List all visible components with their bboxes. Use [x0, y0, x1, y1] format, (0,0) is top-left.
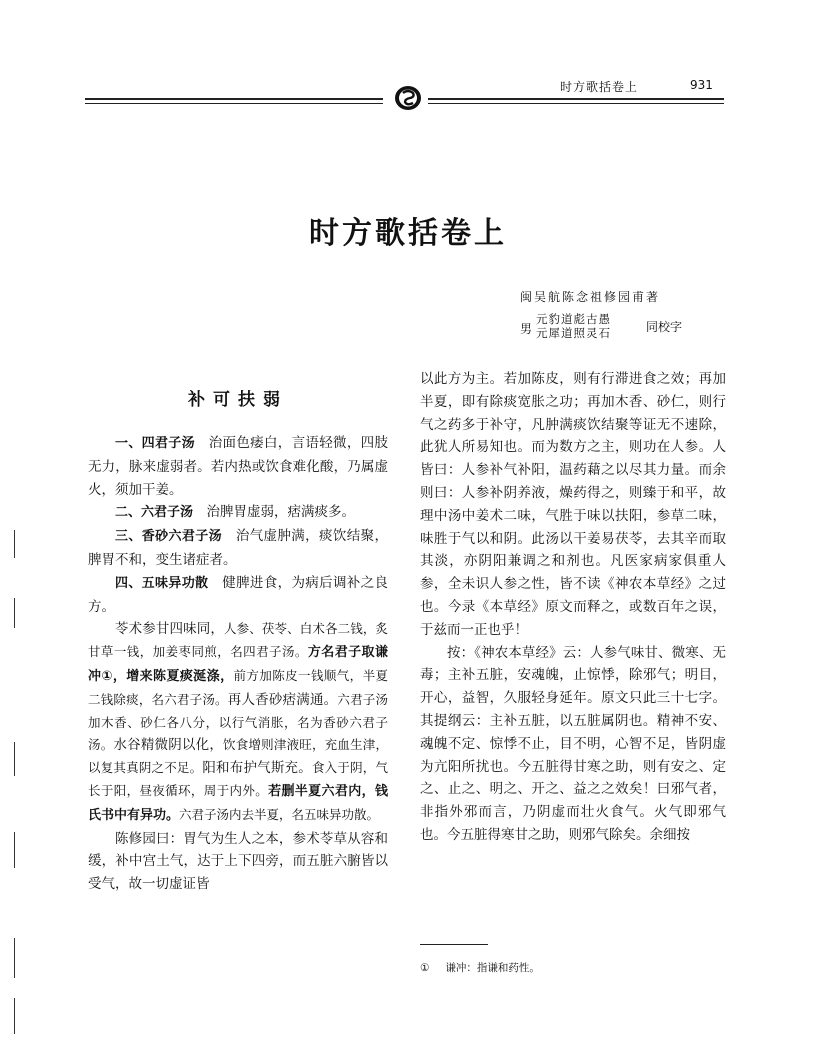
binding-mark [14, 598, 15, 628]
verse-note: 饮食增则津液旺，充血生津，以复其真阴之不足。 [88, 737, 388, 776]
paragraph-text: 治脾胃虚弱，痞满痰多。 [193, 504, 356, 521]
binding-mark [14, 938, 15, 978]
author-line: 闽吴航陈念祖修园甫著 [520, 290, 661, 304]
verse-text: 苓术参甘四味同， [115, 621, 224, 638]
formula-name: 一、四君子汤 [115, 436, 195, 451]
verse-note: 食入于阴，气长于阳，昼夜循环，周于内外。 [88, 760, 388, 798]
verse-note: 六君子汤加木香、砂仁各八分，以行气消胀，名为香砂六君子汤。 [88, 691, 388, 753]
header-rule-right-thin [428, 103, 724, 104]
publisher-logo-icon [393, 84, 423, 112]
footnote [420, 960, 540, 975]
footnote-text: 谦冲：指谦和药性。 [445, 962, 540, 974]
son-label: 男 [520, 322, 533, 336]
left-column [88, 432, 388, 896]
verse-paragraph [88, 618, 388, 827]
formula-name: 二、六君子汤 [115, 505, 194, 521]
paragraph: 按：《神农本草经》云：人参气味甘、微寒、无毒；主补五脏，安魂魄，止惊悸，除邪气；明目，开心，益智，久服轻身延年。原文只此三十七字。其提纲云：主补五脏，以五脏属阴也。精神不安、魂魄不定、惊悸不止，目不明，心智不足，皆阴虚为亢阳所扰也。今五脏得甘寒之助，则有安之、定之、止之、明之、开之、益之之效矣！曰邪气者，非指外邪而言，乃阴虚而壮火食气。火气即邪气也。今五脏得寒甘之助，则邪气除矣。余细按 [420, 644, 726, 843]
verse-note: 前方加陈皮一钱顺气，半夏二钱除痰，名六君子汤。 [88, 667, 388, 707]
formula-name: 三、香砂六君子汤 [115, 529, 222, 545]
verse-text: 阳和布护气斯充。 [202, 760, 312, 777]
proofreader-names [536, 312, 611, 340]
verse-text: 水谷精微阴以化， [113, 737, 224, 754]
paragraph: 以此方为主。若加陈皮，则有行滞进食之效；再加半夏，即有除痰宽胀之功；再加木香、砂仁，则行气之药多于补守，凡肿满痰饮结聚等证无不速除，此犹人所易知也。而为数方之主，则功在人参。人皆曰：人参补气补阳，温药藉之以尽其力量。而余则曰：人参补阴养液，燥药得之，则臻于和平，故理中汤中姜术二味，气胜于味以扶阳，参草二味，味胜于气以和阴。此汤以干姜易茯苓，去其辛而取其淡，亦阴阳兼调之和剂也。凡医家病家俱重人参，全未识人参之性，皆不读《神农本草经》之过也。今录《本草经》原文而释之，或数百年之误，于兹而一正也乎！ [420, 371, 726, 638]
binding-mark [14, 832, 15, 868]
binding-mark [14, 998, 15, 1034]
paragraph [88, 828, 388, 896]
running-title: 时方歌括卷上 [560, 80, 639, 94]
proofreader-name-top: 元豹道彪古愚 [536, 312, 611, 326]
header-rule-left [85, 98, 383, 100]
proofread-label: 同校字 [646, 320, 683, 334]
header-rule-right [428, 98, 724, 100]
verse-note: 人参、茯苓、白术各二钱，炙甘草一钱，加姜枣同煎，名四君子汤。 [88, 621, 388, 660]
binding-mark [14, 530, 15, 558]
footnote-mark: ① [420, 962, 430, 974]
page-title: 时方歌括卷上 [309, 216, 507, 251]
binding-mark [14, 742, 15, 776]
paragraph [88, 572, 388, 619]
paragraph-text: 健脾进食，为病后调补之良方。 [88, 574, 388, 615]
verse-note: 六君子汤内去半夏，名五味异功散。 [179, 806, 380, 822]
right-column [420, 368, 726, 847]
proofreader-name-bottom: 元犀道照灵石 [536, 326, 611, 340]
header-rule-left-thin [85, 103, 383, 104]
verse-text: 再人香砂痞满通。 [227, 691, 338, 708]
section-heading: 补可扶弱 [188, 390, 288, 410]
formula-name: 四、五味异功散 [115, 575, 209, 591]
verse-text: 方名君子取谦冲①，增来陈夏痰涎涤， [88, 645, 388, 684]
paragraph-text: 治气虚肿满，痰饮结聚，脾胃不和，变生诸症者。 [88, 528, 388, 568]
verse-text: 若删半夏六君内，钱氏书中有异功。 [88, 783, 388, 823]
paragraph [88, 501, 388, 525]
paragraph [88, 432, 388, 501]
page-number: 931 [690, 78, 713, 92]
footnote-rule [420, 944, 488, 945]
paragraph-text: 陈修园曰：胃气为生人之本，参术苓草从容和缓，补中宫土气，达于上下四旁，而五脏六腑皆以受气，故一切虚证皆 [88, 830, 388, 893]
paragraph [88, 525, 388, 572]
paragraph-text: 治面色痿白，言语轻微，四肢无力，脉来虚弱者。若内热或饮食难化酸，乃属虚火，须加干姜。 [88, 435, 388, 498]
